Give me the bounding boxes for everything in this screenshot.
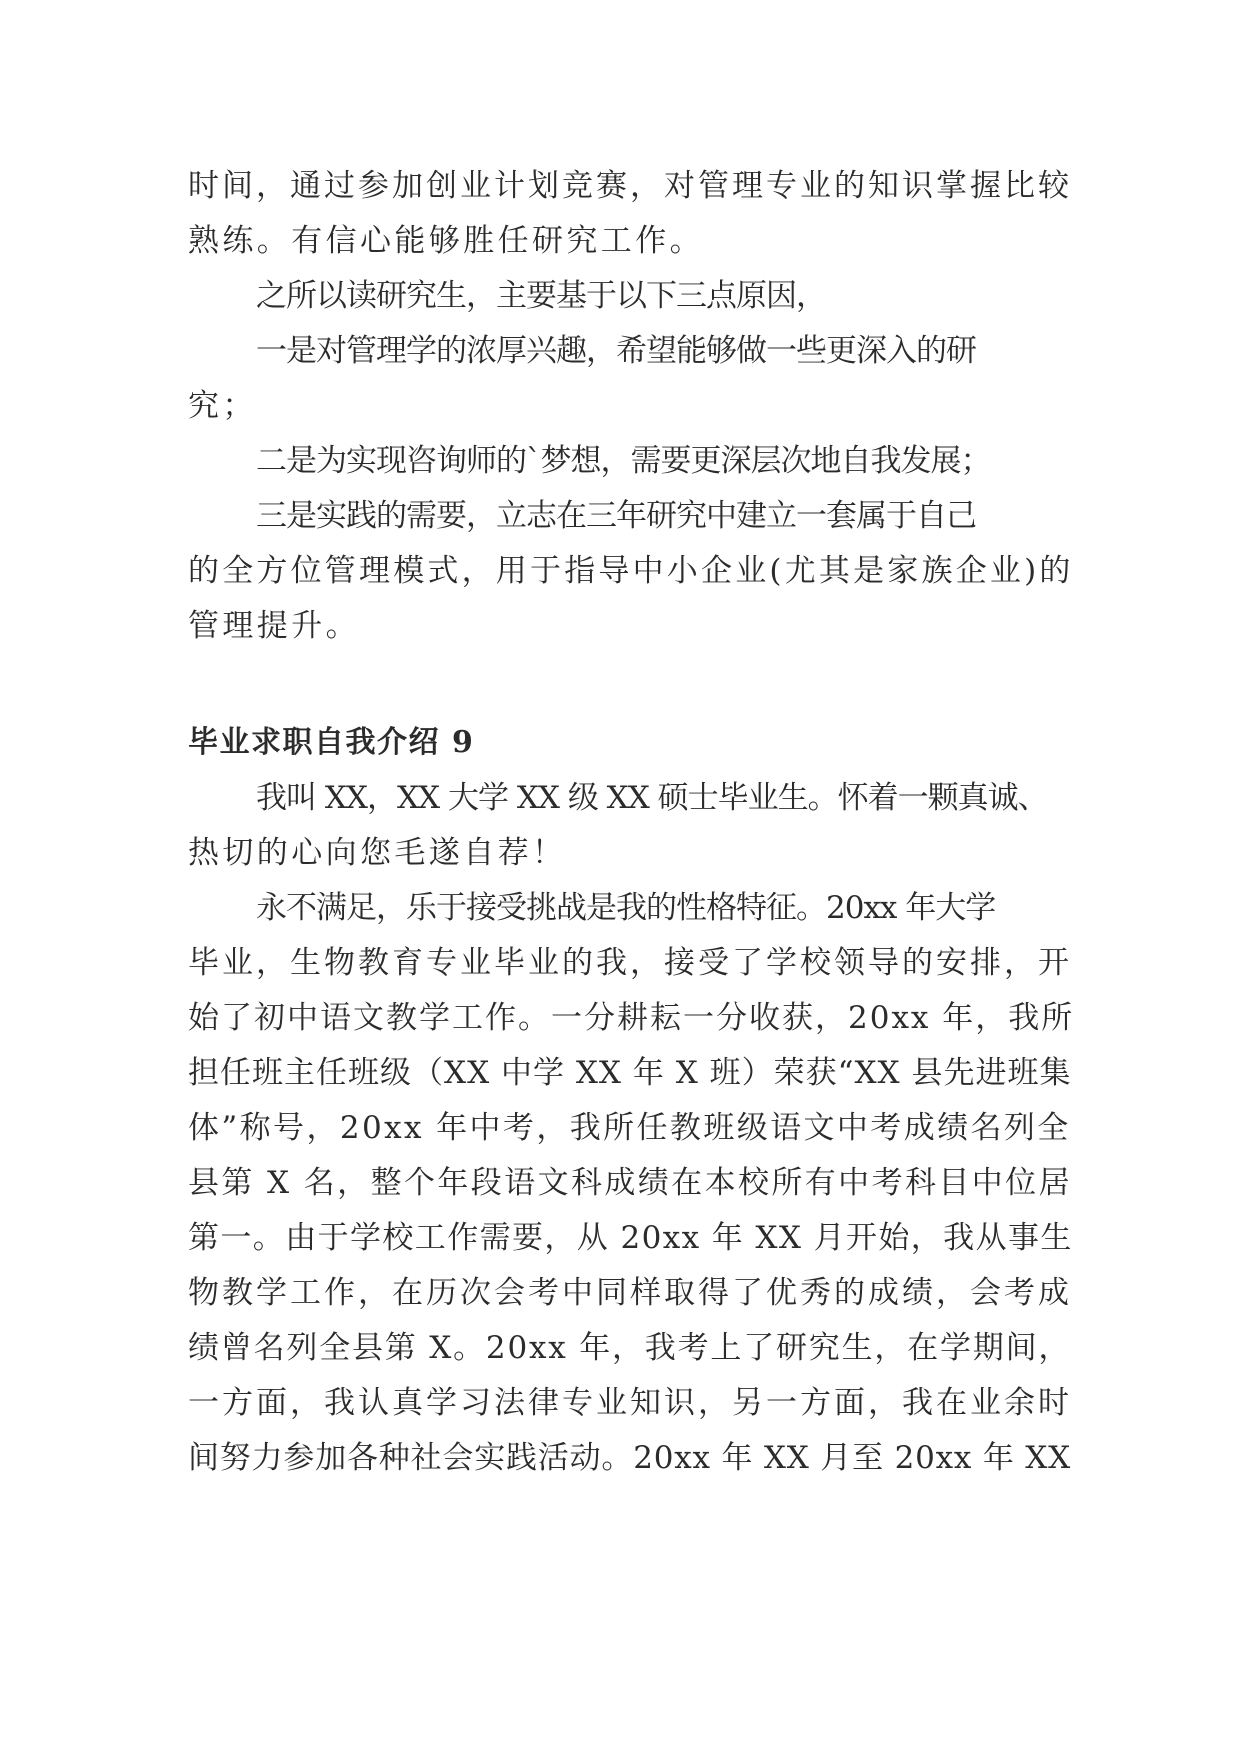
paragraph-line: 一是对管理学的浓厚兴趣，希望能够做一些更深入的研	[256, 333, 976, 369]
paragraph-line: 物教学工作，在历次会考中同样取得了优秀的成绩，会考成	[188, 1275, 1072, 1311]
paragraph-line: 第一。由于学校工作需要，从 20xx 年 XX 月开始，我从事生	[188, 1220, 1073, 1256]
paragraph-line: 热切的心向您毛遂自荐！	[188, 835, 567, 871]
paragraph-line: 管理提升。	[188, 608, 360, 644]
paragraph-line: 县第 X 名，整个年段语文科成绩在本校所有中考科目中位居	[188, 1165, 1072, 1201]
paragraph-line: 一方面，我认真学习法律专业知识，另一方面，我在业余时	[188, 1385, 1072, 1421]
paragraph-line: 绩曾名列全县第 X。20xx 年，我考上了研究生，在学期间，	[188, 1330, 1072, 1366]
paragraph-line: 我叫 XX，XX 大学 XX 级 XX 硕士毕业生。怀着一颗真诚、	[256, 780, 1048, 816]
paragraph-line: 究；	[188, 388, 257, 424]
paragraph-line: 永不满足，乐于接受挑战是我的性格特征。20xx 年大学	[256, 890, 996, 926]
paragraph-line: 始了初中语文教学工作。一分耕耘一分收获，20xx 年，我所	[188, 1000, 1075, 1036]
section-title: 毕业求职自我介绍 9	[188, 725, 475, 760]
paragraph-line: 间努力参加各种社会实践活动。20xx 年 XX 月至 20xx 年 XX	[188, 1440, 1072, 1476]
paragraph-line: 之所以读研究生，主要基于以下三点原因，	[256, 278, 826, 314]
paragraph-line: 熟练。有信心能够胜任研究工作。	[188, 223, 704, 259]
paragraph-line: 担任班主任班级（XX 中学 XX 年 X 班）荣获“XX 县先进班集	[188, 1055, 1072, 1091]
paragraph-line: 的全方位管理模式，用于指导中小企业(尤其是家族企业)的	[188, 553, 1074, 589]
paragraph-line: 二是为实现咨询师的`梦想，需要更深层次地自我发展；	[256, 443, 991, 479]
paragraph-line: 体”称号，20xx 年中考，我所任教班级语文中考成绩名列全	[188, 1110, 1071, 1146]
paragraph-line: 时间，通过参加创业计划竞赛，对管理专业的知识掌握比较	[188, 168, 1072, 204]
paragraph-line: 三是实践的需要，立志在三年研究中建立一套属于自己	[256, 498, 976, 534]
paragraph-line: 毕业，生物教育专业毕业的我，接受了学校领导的安排，开	[188, 945, 1072, 981]
